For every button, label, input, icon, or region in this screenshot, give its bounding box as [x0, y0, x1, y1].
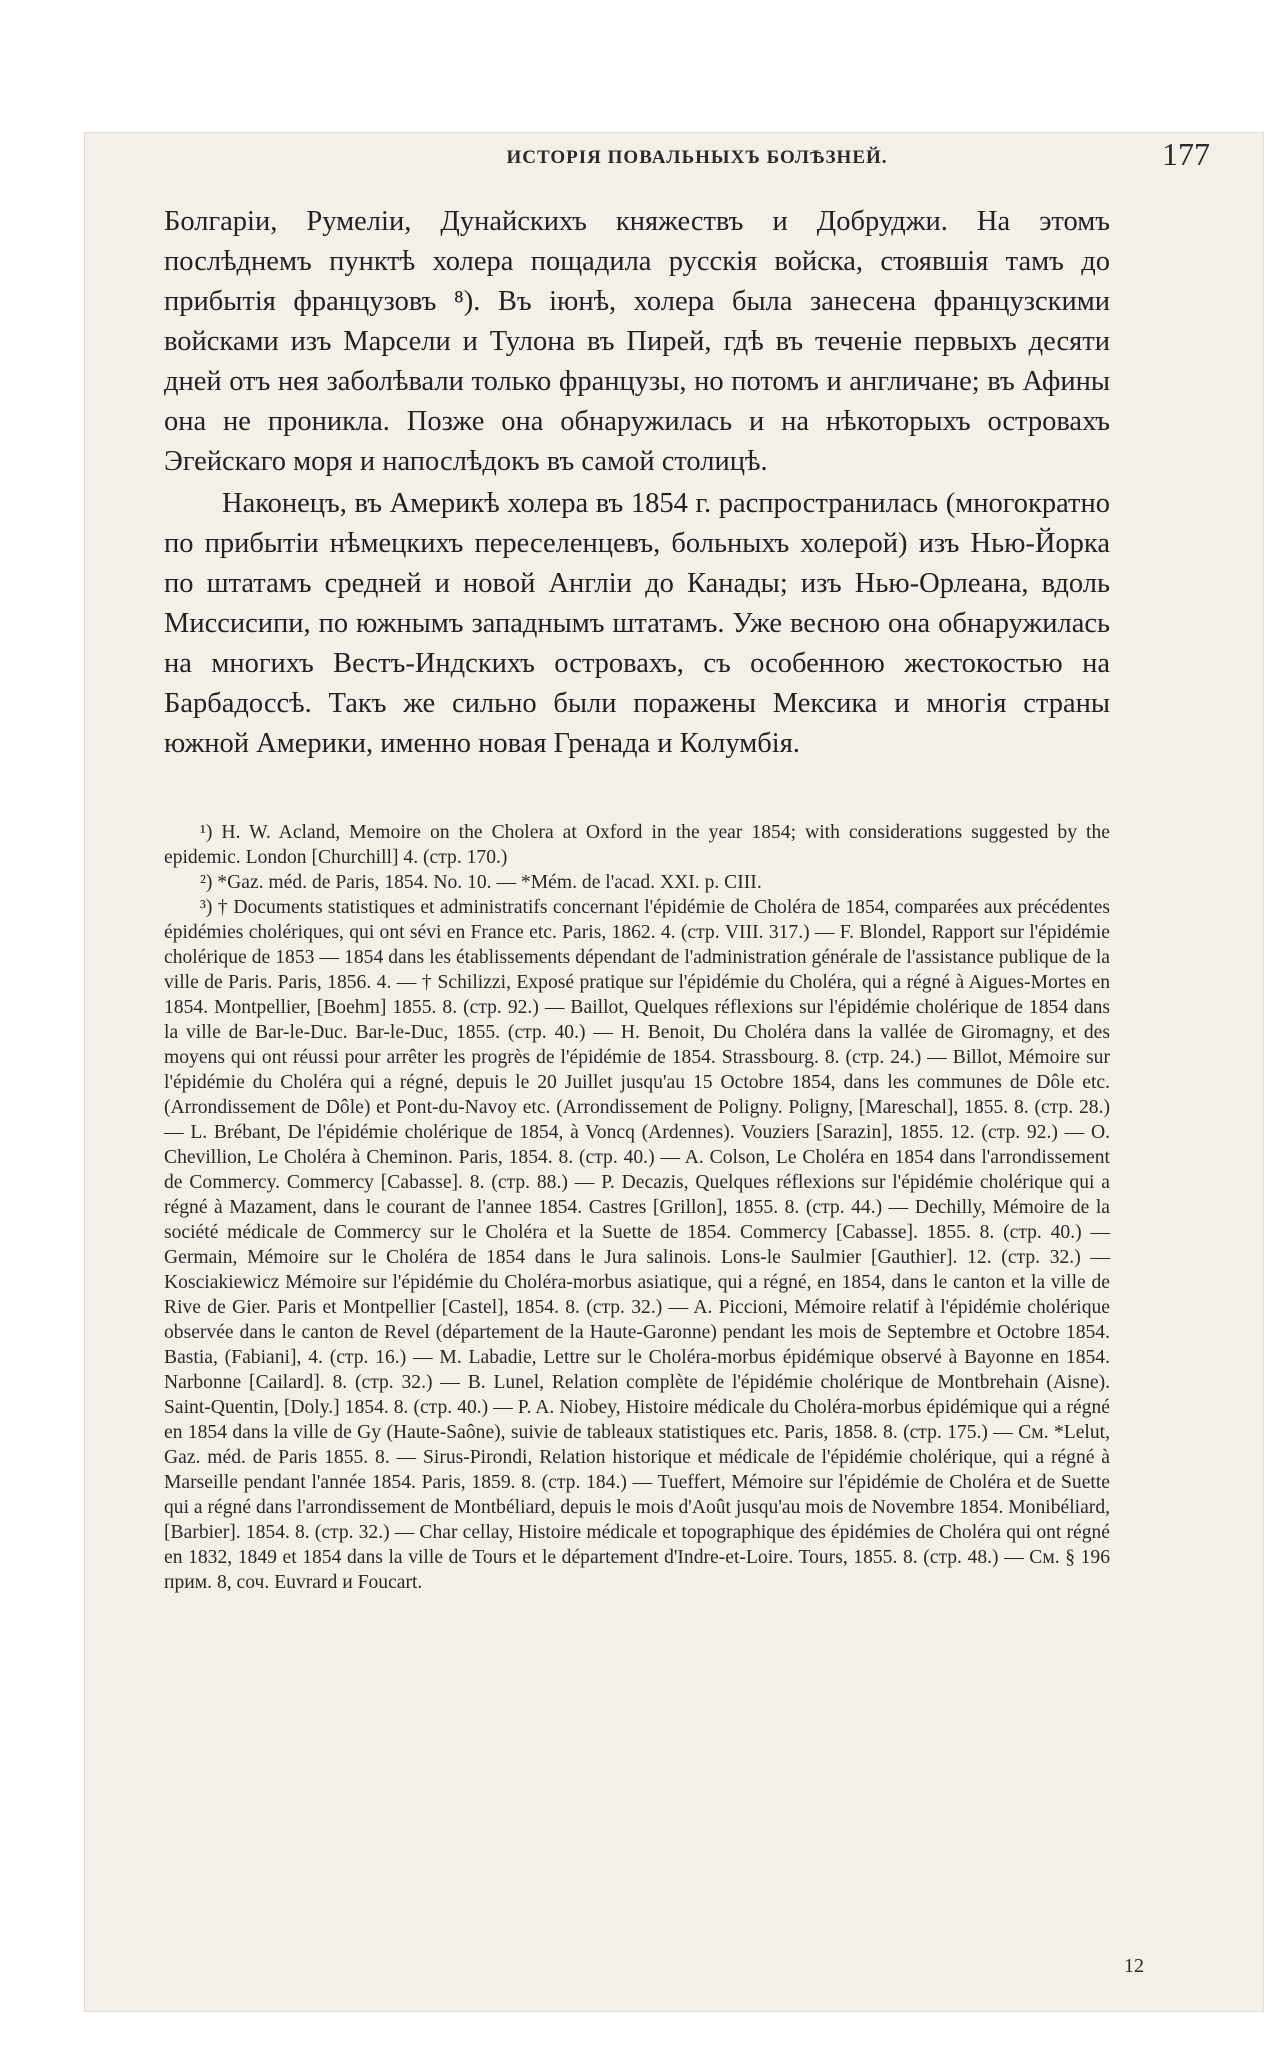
- book-page: [84, 132, 1264, 2012]
- paragraph: Наконецъ, въ Америкѣ холера въ 1854 г. распространилась (многократно по прибытіи нѣмецкихъ переселенцевъ, больныхъ холерой) изъ Нью-Йорка по штатамъ средней и новой Англіи до Канады; изъ Нью-Орлеана, вдоль Миссисипи, по южнымъ западнымъ штатамъ. Уже весною она обнаружилась на многихъ Вестъ-Индскихъ островахъ, съ особенною жестокостью на Барбадоссѣ. Такъ же сильно были поражены Мексика и многія страны южной Америки, именно новая Гренада и Колумбія.: [164, 488, 1110, 759]
- page-header: [160, 132, 1234, 184]
- paragraph: Болгаріи, Румеліи, Дунайскихъ княжествъ и Добруджи. На этомъ послѣднемъ пунктѣ холера пощадила русскія войска, стоявшія тамъ до прибытія французовъ ⁸). Въ іюнѣ, холера была занесена французскими войсками изъ Марсели и Тулона въ Пирей, гдѣ въ теченіе первыхъ десяти дней отъ нея заболѣвали только французы, но потомъ и англичане; въ Афины она не проникла. Позже она обнаружилась и на нѣкоторыхъ островахъ Эгейскаго моря и напослѣдокъ въ самой столицѣ.: [164, 206, 1110, 477]
- footnotes: [164, 820, 1110, 1595]
- page-number: 177: [1162, 136, 1210, 172]
- running-title: ИСТОРІЯ ПОВАЛЬНЫХЪ БОЛѢЗНЕЙ.: [506, 147, 888, 168]
- footnote-1: ¹) H. W. Acland, Memoire on the Cholera at Oxford in the year 1854; with considerations suggested by the epidemic. London [Churchill] 4. (стр. 170.): [164, 822, 1110, 868]
- signature-mark: 12: [1124, 1955, 1144, 1977]
- footnote-2: ²) *Gaz. méd. de Paris, 1854. No. 10. — *Mém. de l'acad. XXI. p. CIII.: [200, 872, 762, 893]
- main-text: [164, 202, 1110, 764]
- footnote-3: ³) † Documents statistiques et administratifs concernant l'épidémie de Choléra de 1854, comparées aux précédentes épidémies cholériques, qui ont sévi en France etc. Paris, 1862. 4. (стр. VIII. 317.) — F. Blondel, Rapport sur l'épidémie cholérique de 1853 — 1854 dans les établissements dépendant de l'administration générale de l'assistance publique de la ville de Paris. Paris, 1856. 4. — † Schilizzi, Exposé pratique sur l'épidémie du Choléra, qui a régné à Aigues-Mortes en 1854. Montpellier, [Boehm] 1855. 8. (стр. 92.) — Baillot, Quelques réflexions sur l'épidémie cholérique de 1854 dans la ville de Bar-le-Duc. Bar-le-Duc, 1855. (стр. 40.) — H. Benoit, Du Choléra dans la vallée de Giromagny, et des moyens qui ont réussi pour arrêter les progrès de l'épidémie de 1854. Strassbourg. 8. (стр. 24.) — Billot, Mémoire sur l'épidémie du Choléra qui a régné, depuis le 20 Juillet jusqu'au 15 Octobre 1854, dans les communes de Dôle etc. (Arrondissement de Dôle) et Pont-du-Navoy etc. (Arrondissement de Poligny. Poligny, [Mareschal], 1855. 8. (стр. 28.) — L. Brébant, De l'épidémie cholérique de 1854, à Voncq (Ardennes). Vouziers [Sarazin], 1855. 12. (стр. 92.) — O. Chevillion, Le Choléra à Cheminon. Paris, 1854. 8. (стр. 40.) — A. Colson, Le Choléra en 1854 dans l'arrondissement de Commercy. Commercy [Cabasse]. 8. (стр. 88.) — P. Decazis, Quelques réflexions sur l'épidémie cholérique qui a régné à Mazament, dans le courant de l'annee 1854. Castres [Grillon], 1855. 8. (стр. 44.) — Dechilly, Mémoire de la société médicale de Commercy sur le Choléra et la Suette de 1854. Commercy [Cabasse]. 1855. 8. (стр. 40.) — Germain, Mémoire sur le Choléra de 1854 dans le Jura salinois. Lons-le Saulmier [Gauthier]. 12. (стр. 32.) — Kosciakiewicz Mémoire sur l'épidémie du Choléra-morbus asiatique, qui a régné, en 1854, dans le canton et la ville de Rive de Gier. Paris et Montpellier [Castel], 1854. 8. (стр. 32.) — A. Piccioni, Mémoire relatif à l'épidémie cholérique observée dans le canton de Revel (département de la Haute-Garonne) pendant les mois de Septembre et Octobre 1854. Bastia, (Fabiani], 4. (стр. 16.) — M. Labadie, Lettre sur le Choléra-morbus épidémique observé à Bayonne en 1854. Narbonne [Cailard]. 8. (стр. 32.) — B. Lunel, Relation complète de l'épidémie cholérique de Montbrehain (Aisne). Saint-Quentin, [Doly.] 1854. 8. (стр. 40.) — P. A. Niobey, Histoire médicale du Choléra-morbus épidémique qui a régné en 1854 dans la ville de Gy (Haute-Saône), suivie de tableaux statistiques etc. Paris, 1858. 8. (стр. 175.) — См. *Lelut, Gaz. méd. de Paris 1855. 8. — Sirus-Pirondi, Relation historique et médicale de l'épidémie cholérique, qui a régné à Marseille pendant l'année 1854. Paris, 1859. 8. (стр. 184.) — Tueffert, Mémoire sur l'épidémie de Choléra et de Suette qui a régné dans l'arrondissement de Montbéliard, depuis le mois d'Août jusqu'au mois de Novembre 1854. Monibéliard, [Barbier]. 1854. 8. (стр. 32.) — Char cellay, Histoire médicale et topographique des épidémies de Choléra qui ont régné en 1832, 1849 et 1854 dans la ville de Tours et le département d'Indre-et-Loire. Tours, 1855. 8. (стр. 48.) — См. § 196 прим. 8, соч. Euvrard и Foucart.: [164, 897, 1111, 1593]
